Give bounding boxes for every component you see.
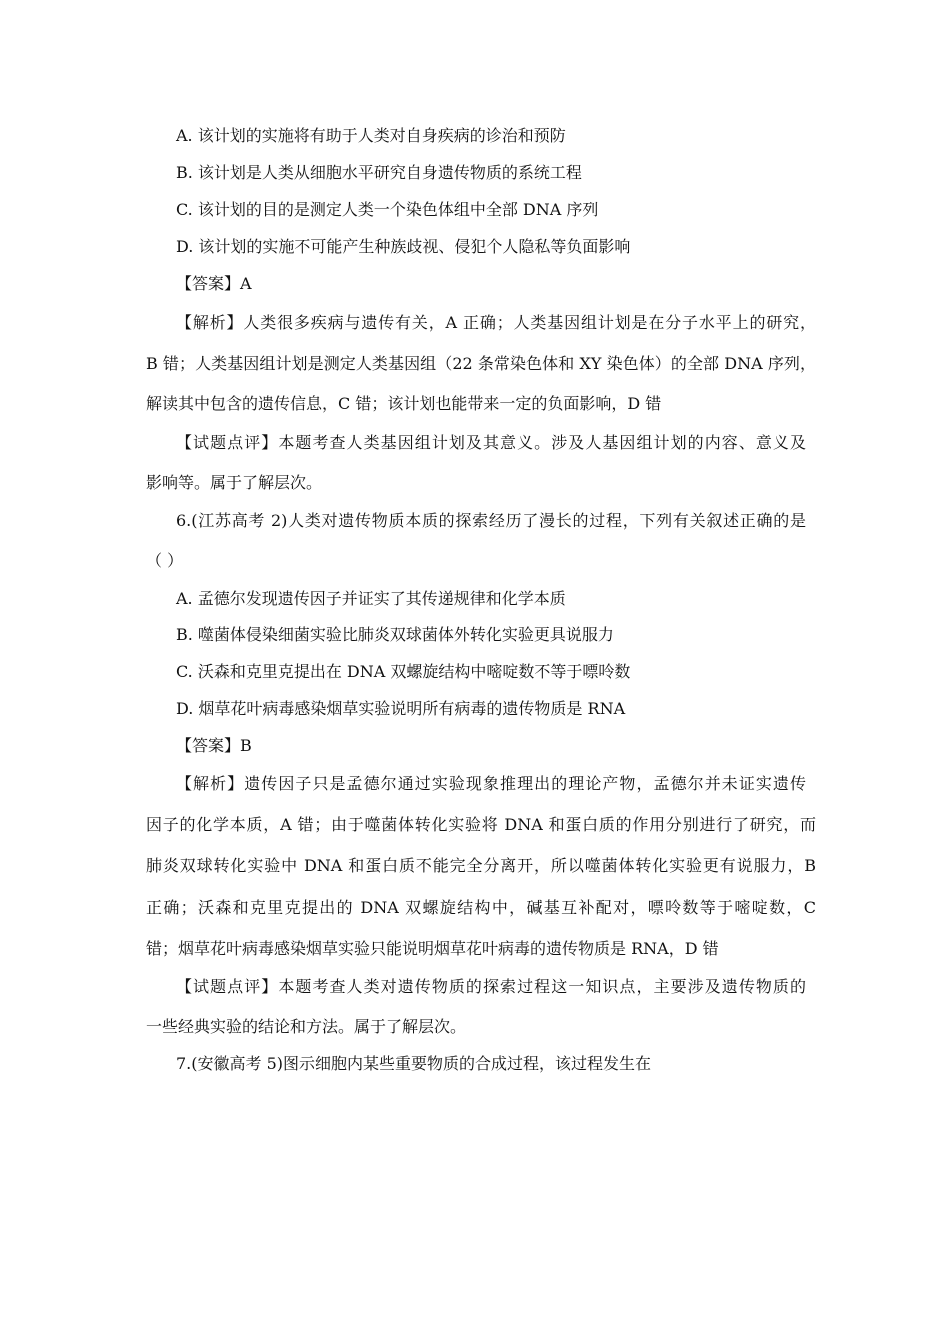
q6-analysis-line-4: 正确；沃森和克里克提出的 DNA 双螺旋结构中，碱基互补配对，嘌呤数等于嘧啶数，C (146, 898, 816, 917)
q5-option-b: B. 该计划是人类从细胞水平研究自身遗传物质的系统工程 (176, 163, 582, 182)
q5-analysis-line-3: 解读其中包含的遗传信息，C 错；该计划也能带来一定的负面影响，D 错 (146, 394, 662, 413)
q7-stem: 7.(安徽高考 5)图示细胞内某些重要物质的合成过程，该过程发生在 (176, 1054, 652, 1073)
q5-analysis-line-1: 【解析】人类很多疾病与遗传有关，A 正确；人类基因组计划是在分子水平上的研究， (176, 313, 816, 332)
q6-stem-line-1: 6.(江苏高考 2)人类对遗传物质本质的探索经历了漫长的过程，下列有关叙述正确的是 (176, 511, 806, 530)
q5-option-c: C. 该计划的目的是测定人类一个染色体组中全部 DNA 序列 (176, 200, 599, 219)
q6-option-b: B. 噬菌体侵染细菌实验比肺炎双球菌体外转化实验更具说服力 (176, 625, 614, 644)
q5-comment-line-1: 【试题点评】本题考查人类基因组计划及其意义。涉及人基因组计划的内容、意义及 (176, 433, 806, 452)
q6-analysis-line-5: 错；烟草花叶病毒感染烟草实验只能说明烟草花叶病毒的遗传物质是 RNA，D 错 (146, 939, 719, 958)
q6-stem-line-2: （ ） (146, 551, 184, 570)
q6-answer: 【答案】B (176, 736, 252, 755)
q6-analysis-line-3: 肺炎双球转化实验中 DNA 和蛋白质不能完全分离开，所以噬菌体转化实验更有说服力，B (146, 856, 816, 875)
q6-option-a: A. 孟德尔发现遗传因子并证实了其传递规律和化学本质 (176, 589, 566, 608)
q6-comment-line-2: 一些经典实验的结论和方法。属于了解层次。 (146, 1017, 467, 1036)
q6-analysis-line-1: 【解析】遗传因子只是孟德尔通过实验现象推理出的理论产物，孟德尔并未证实遗传 (176, 774, 806, 793)
q5-answer: 【答案】A (176, 274, 252, 293)
q5-option-d: D. 该计划的实施不可能产生种族歧视、侵犯个人隐私等负面影响 (176, 237, 631, 256)
q5-comment-line-2: 影响等。属于了解层次。 (146, 473, 323, 492)
q6-comment-line-1: 【试题点评】本题考查人类对遗传物质的探索过程这一知识点，主要涉及遗传物质的 (176, 977, 806, 996)
q6-option-c: C. 沃森和克里克提出在 DNA 双螺旋结构中嘧啶数不等于嘌呤数 (176, 662, 631, 681)
q6-analysis-line-2: 因子的化学本质，A 错；由于噬菌体转化实验将 DNA 和蛋白质的作用分别进行了研究，而 (146, 815, 816, 834)
q5-analysis-line-2: B 错；人类基因组计划是测定人类基因组（22 条常染色体和 XY 染色体）的全部 DNA 序列， (146, 354, 816, 373)
q5-option-a: A. 该计划的实施将有助于人类对自身疾病的诊治和预防 (176, 126, 566, 145)
q6-option-d: D. 烟草花叶病毒感染烟草实验说明所有病毒的遗传物质是 RNA (176, 699, 626, 718)
